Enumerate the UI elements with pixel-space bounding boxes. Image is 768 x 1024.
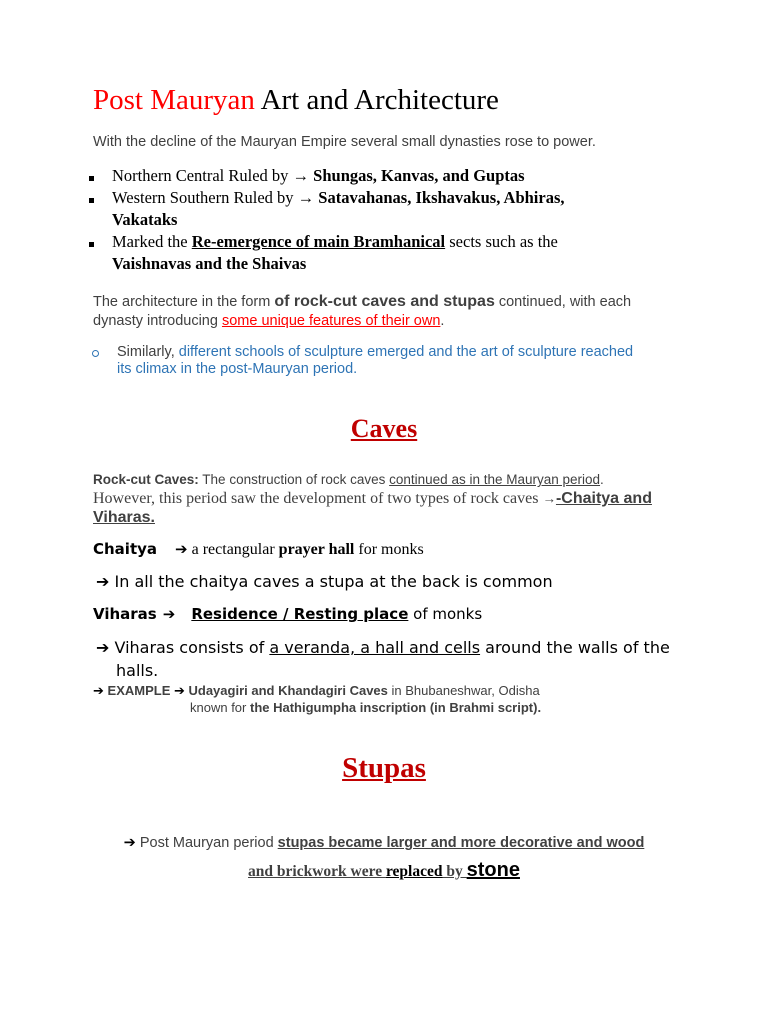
bullet-western: Western Southern Ruled by → Satavahanas, Ikshavakus, Abhiras, [112, 188, 565, 207]
intro-text: With the decline of the Mauryan Empire several small dynasties rose to power. [93, 134, 596, 150]
title-highlight: Post Mauryan [93, 84, 255, 116]
bullet-western-cont: Vakataks [112, 210, 178, 229]
example-line-cont: known for the Hathigumpha inscription (in Brahmi script). [190, 700, 542, 715]
chaitya-line: Chaitya ➔ a rectangular prayer hall for monks [93, 540, 424, 558]
similarly-paragraph: Similarly, different schools of sculpture emerged and the art of sculpture reached its climax in the post-Mauryan period. [117, 344, 634, 377]
rock-cut-paragraph: Rock-cut Caves: The construction of rock caves continued as in the Mauryan period. However, this period saw the development of two types of rock caves →-Chaitya and Viharas. [93, 472, 652, 526]
bullet-brahmanical: Marked the Re-emergence of main Bramhanical sects such as the [112, 232, 558, 251]
arrow-small-icon: → [542, 491, 556, 506]
viharas-consist-line: ➔ Viharas consists of a veranda, a hall and cells around the walls of the [96, 638, 670, 657]
arrow-right-icon: ➔ [175, 540, 188, 558]
stupas-paragraph: ➔ Post Mauryan period stupas became larger and more decorative and wood and brickwork were replaced by stone [123, 835, 645, 881]
viharas-line: Viharas ➔ Residence / Resting place of monks [93, 605, 483, 623]
arrow-right-icon: ➔ [96, 572, 110, 591]
square-bullet-icon [89, 198, 94, 203]
arrow-right-icon: ➔ [162, 605, 176, 623]
title-rest: Art and Architecture [254, 84, 499, 116]
square-bullet-icon [89, 176, 94, 181]
example-line: ➔ EXAMPLE ➔ Udayagiri and Khandagiri Caves in Bhubaneshwar, Odisha [93, 683, 540, 698]
circle-bullet-icon [92, 350, 99, 357]
bullet-brahmanical-cont: Vaishnavas and the Shaivas [112, 254, 307, 273]
viharas-consist-cont: halls. [116, 661, 159, 680]
arrow-right-icon: ➔ [93, 683, 104, 698]
stupas-heading: Stupas [342, 752, 426, 784]
square-bullet-icon [89, 242, 94, 247]
arrow-right-icon: ➔ [96, 638, 110, 657]
arrow-right-icon: ➔ [173, 683, 185, 698]
stupa-at-back-line: ➔ In all the chaitya caves a stupa at the back is common [96, 572, 553, 591]
page-title [93, 84, 499, 117]
architecture-paragraph: The architecture in the form of rock-cut caves and stupas continued, with each dynasty introducing some unique features of their own. [93, 293, 632, 329]
arrow-right-icon: ➔ [123, 835, 136, 851]
caves-heading: Caves [350, 414, 418, 443]
bullet-northern: Northern Central Ruled by → Shungas, Kanvas, and Guptas [112, 166, 525, 185]
